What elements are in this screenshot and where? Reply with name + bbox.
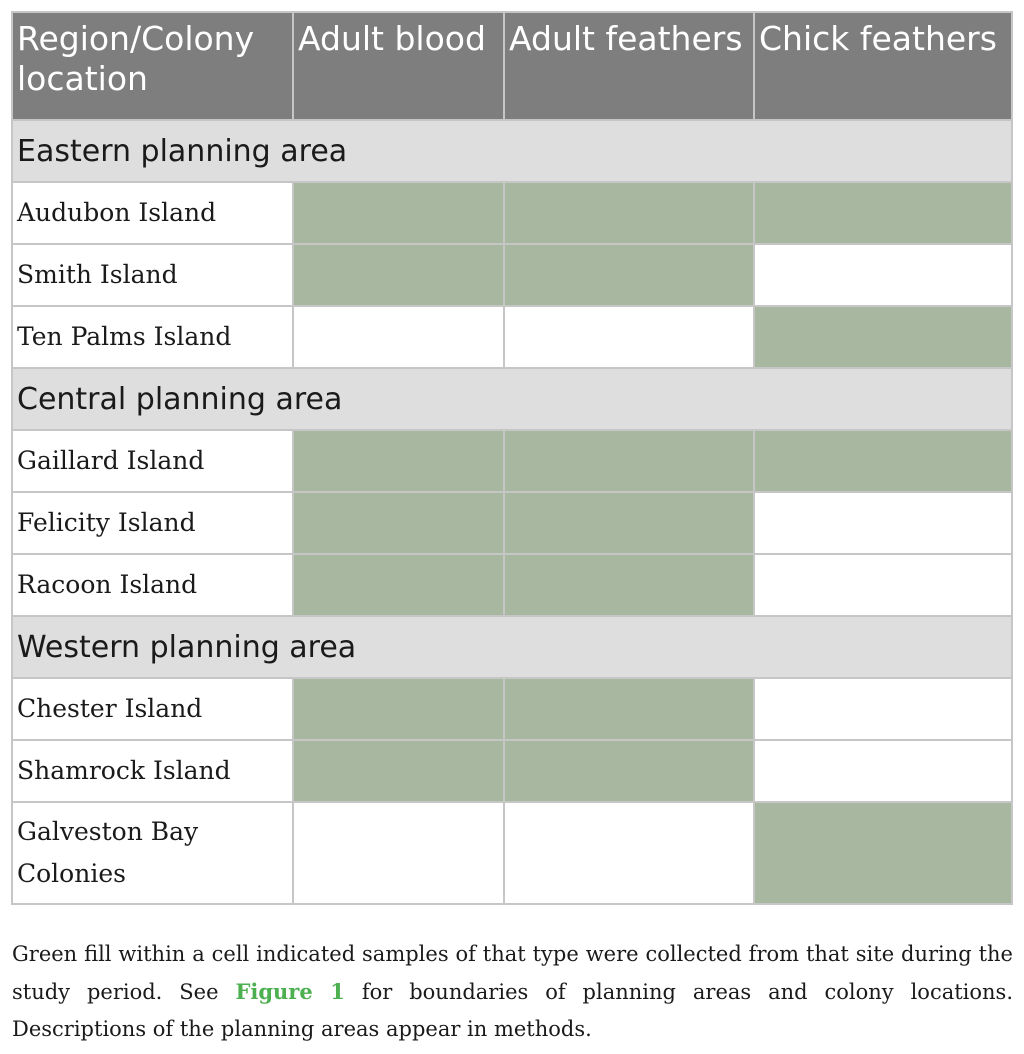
table-body <box>12 120 1012 904</box>
cell-adult-blood <box>293 306 504 368</box>
header-adult-feathers: Adult feathers <box>504 12 754 120</box>
table-row <box>12 740 1012 802</box>
colony-name: Racoon Island <box>12 554 293 616</box>
cell-adult-feathers <box>504 182 754 244</box>
cell-adult-feathers <box>504 802 754 904</box>
cell-adult-feathers <box>504 554 754 616</box>
colony-name: Shamrock Island <box>12 740 293 802</box>
figure-1-link[interactable]: Figure 1 <box>235 979 345 1004</box>
cell-adult-blood <box>293 244 504 306</box>
cell-adult-blood <box>293 492 504 554</box>
colony-name: Audubon Island <box>12 182 293 244</box>
cell-chick-feathers <box>754 802 1012 904</box>
cell-adult-blood <box>293 430 504 492</box>
cell-chick-feathers <box>754 554 1012 616</box>
cell-adult-feathers <box>504 306 754 368</box>
table-row <box>12 244 1012 306</box>
table-row <box>12 306 1012 368</box>
cell-adult-blood <box>293 678 504 740</box>
header-region: Region/Colony location <box>12 12 293 120</box>
table-row <box>12 554 1012 616</box>
cell-adult-feathers <box>504 492 754 554</box>
cell-chick-feathers <box>754 492 1012 554</box>
colony-name: Galveston Bay Colonies <box>12 802 293 904</box>
table-row <box>12 492 1012 554</box>
cell-chick-feathers <box>754 740 1012 802</box>
cell-chick-feathers <box>754 678 1012 740</box>
sampling-table <box>11 11 1013 905</box>
cell-adult-feathers <box>504 430 754 492</box>
cell-chick-feathers <box>754 182 1012 244</box>
cell-adult-feathers <box>504 244 754 306</box>
cell-adult-blood <box>293 554 504 616</box>
colony-name: Felicity Island <box>12 492 293 554</box>
table-row <box>12 802 1012 904</box>
section-title: Eastern planning area <box>12 120 1012 182</box>
section-row <box>12 616 1012 678</box>
cell-chick-feathers <box>754 430 1012 492</box>
table-row <box>12 182 1012 244</box>
table-row <box>12 678 1012 740</box>
header-chick-feathers: Chick feathers <box>754 12 1012 120</box>
cell-adult-blood <box>293 182 504 244</box>
header-row <box>12 12 1012 120</box>
table-row <box>12 430 1012 492</box>
caption-text-start: Green fill within a cell indicated samples of that type were collected from that site during the study period. See <box>12 942 1013 1004</box>
cell-chick-feathers <box>754 306 1012 368</box>
cell-chick-feathers <box>754 244 1012 306</box>
cell-adult-blood <box>293 802 504 904</box>
section-row <box>12 120 1012 182</box>
colony-name: Smith Island <box>12 244 293 306</box>
colony-name: Ten Palms Island <box>12 306 293 368</box>
cell-adult-feathers <box>504 678 754 740</box>
caption-text-end: for boundaries of planning areas and colony locations. Descriptions of the planning areas appear in methods. <box>12 980 1013 1041</box>
colony-name: Gaillard Island <box>12 430 293 492</box>
colony-name: Chester Island <box>12 678 293 740</box>
cell-adult-blood <box>293 740 504 802</box>
cell-adult-feathers <box>504 740 754 802</box>
section-title: Central planning area <box>12 368 1012 430</box>
header-adult-blood: Adult blood <box>293 12 504 120</box>
section-row <box>12 368 1012 430</box>
section-title: Western planning area <box>12 616 1012 678</box>
table-caption <box>12 936 1013 1048</box>
